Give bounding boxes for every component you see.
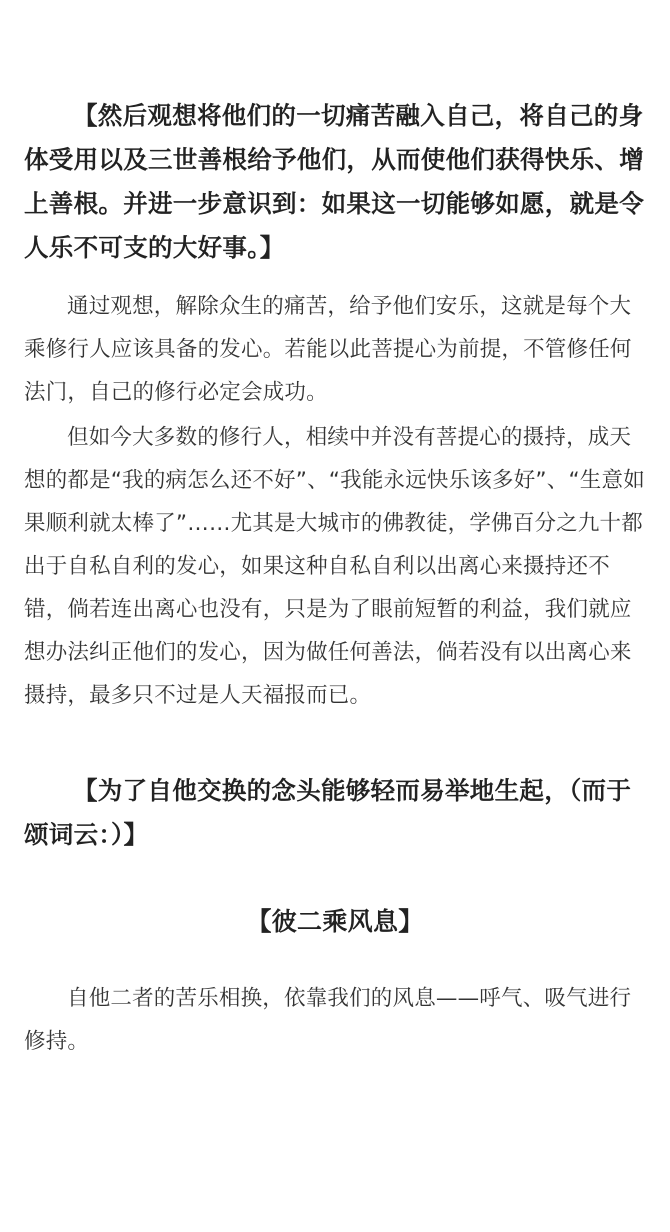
verse-line: 【彼二乘风息】 xyxy=(246,907,424,936)
body-paragraph-bodhicitta: 通过观想，解除众生的痛苦，给予他们安乐，这就是每个大乘修行人应该具备的发心。若能以此菩提心为前提，不管修任何法门，自己的修行必定会成功。 xyxy=(24,294,632,405)
commentary-intro-paragraph: 【为了自他交换的念头能够轻而易举地生起，（而于颂词云：）】 xyxy=(24,776,632,849)
body-paragraph-breath: 自他二者的苦乐相换，依靠我们的风息——呼气、吸气进行修持。 xyxy=(24,986,632,1054)
commentary-heading-paragraph: 【然后观想将他们的一切痛苦融入自己，将自己的身体受用以及三世善根给予他们，从而使他们获得快乐、增上善根。并进一步意识到：如果这一切能够如愿，就是令人乐不可支的大好事。】 xyxy=(24,101,644,262)
body-paragraph-practitioners: 但如今大多数的修行人，相续中并没有菩提心的摄持，成天想的都是“我的病怎么还不好”、“我能永远快乐该多好”、“生意如果顺利就太棒了”……尤其是大城市的佛教徒，学佛百分之九十都出于自私自利的发心，如果这种自私自利以出离心来摄持还不错，倘若连出离心也没有，只是为了眼前短暂的利益，我们就应想办法纠正他们的发心，因为做任何善法，倘若没有以出离心来摄持，最多只不过是人天福报而已。 xyxy=(24,425,645,708)
